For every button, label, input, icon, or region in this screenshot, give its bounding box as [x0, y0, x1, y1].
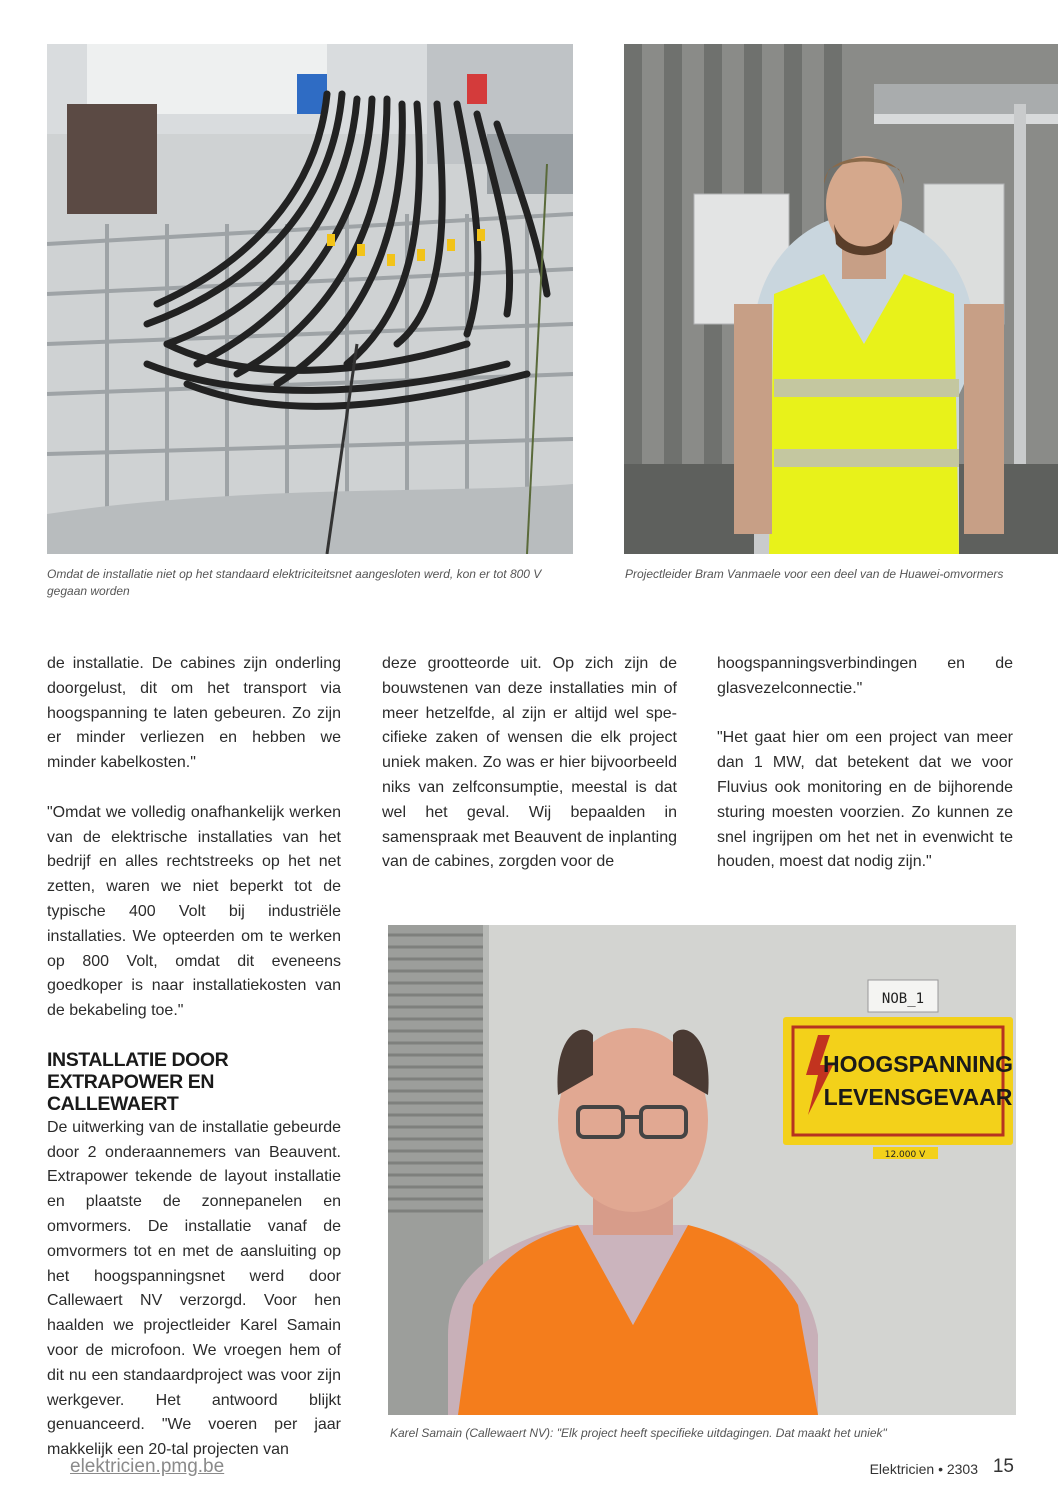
- voltage-label: 12.000 V: [884, 1150, 926, 1160]
- article-column-3: [717, 652, 1013, 875]
- photo-caption: Karel Samain (Callewaert NV): "Elk project heeft specifieke uitdagingen. Dat maakt het uniek": [390, 1426, 887, 1440]
- photo-project-leader: [624, 44, 1058, 554]
- photo-caption: Omdat de installatie niet op het standaard elektriciteitsnet aangesloten werd, kon er tot 800 V gegaan worden: [47, 567, 542, 598]
- paragraph: de installatie. De cabines zijn onderling doorgelust, dit om het transport via hoogspanning te laten gebeuren. Zo zijn er minder verliezen en hebben we minder kabelkosten.": [47, 655, 341, 772]
- footer-magazine-issue: Elektricien • 2303: [869, 1461, 978, 1477]
- photo-karel-samain: [388, 925, 1016, 1415]
- photo-caption: Projectleider Bram Vanmaele voor een deel van de Huawei-omvormers: [625, 567, 1004, 581]
- warning-sign-line-1: HOOGSPANNING: [823, 1051, 1013, 1077]
- paragraph: "Omdat we volledig onafhankelijk werken van de elektrische installaties van het bedrijf en alles rechtstreeks op het net zetten, waren we niet beperkt tot de typische 400 Volt bij industriële installaties. We opteerden om te werken op 800 Volt, omdat dit eveneens goedkoper is naar installatiekosten van de bekabeling toe.": [47, 803, 341, 1020]
- article-column-2: [382, 652, 677, 875]
- paragraph: "Het gaat hier om een project van meer dan 1 MW, dat betekent dat we voor Fluvius ook monitoring en de bijhorende sturing moesten voorzien. Zo kunnen ze snel ingrijpen om het net in evenwicht te houden, moest dat nodig zijn.": [717, 729, 1013, 871]
- section-heading: INSTALLATIE DOOR EXTRAPOWER EN CALLEWAERT: [47, 1048, 229, 1115]
- photo-cables: [47, 44, 573, 554]
- paragraph: deze grootteorde uit. Op zich zijn de bouwstenen van deze installaties min of meer hetzelfde, al zijn er altijd wel specifieke zaken of wensen die elk project uniek maken. Zo was er hier bijvoorbeeld niks van zelfconsumptie, meestal is dat wel het geval. Wij bepaalden in samenspraak met Beauvent de inplanting van de cabines, zorgden voor de: [382, 655, 677, 871]
- page-number: 15: [992, 1456, 1014, 1477]
- article-column-1: [47, 652, 341, 1463]
- sign-label: NOB_1: [881, 991, 925, 1007]
- paragraph: De uitwerking van de installatie gebeurde door 2 onderaannemers van Beauvent. Extrapower tekende de layout installatie en plaatste de zonnepanelen en omvormers. De installatie vanaf de omvormers tot en met de aansluiting op het hoogspanningsnet werd door Callewaert NV verzorgd. Voor hen haalden we projectleider Karel Samain voor de microfoon. We vroegen hem of dit nu een standaardproject was voor zijn werkgever. Het antwoord blijkt genuanceerd. "We voeren per jaar makkelijk een 20-tal projecten van: [47, 1118, 341, 1459]
- paragraph: hoogspanningsverbindingen en de glasvezelconnectie.": [717, 655, 1013, 697]
- warning-sign-line-2: LEVENSGEVAAR: [823, 1084, 1013, 1110]
- footer-website-link[interactable]: elektricien.pmg.be: [70, 1456, 225, 1477]
